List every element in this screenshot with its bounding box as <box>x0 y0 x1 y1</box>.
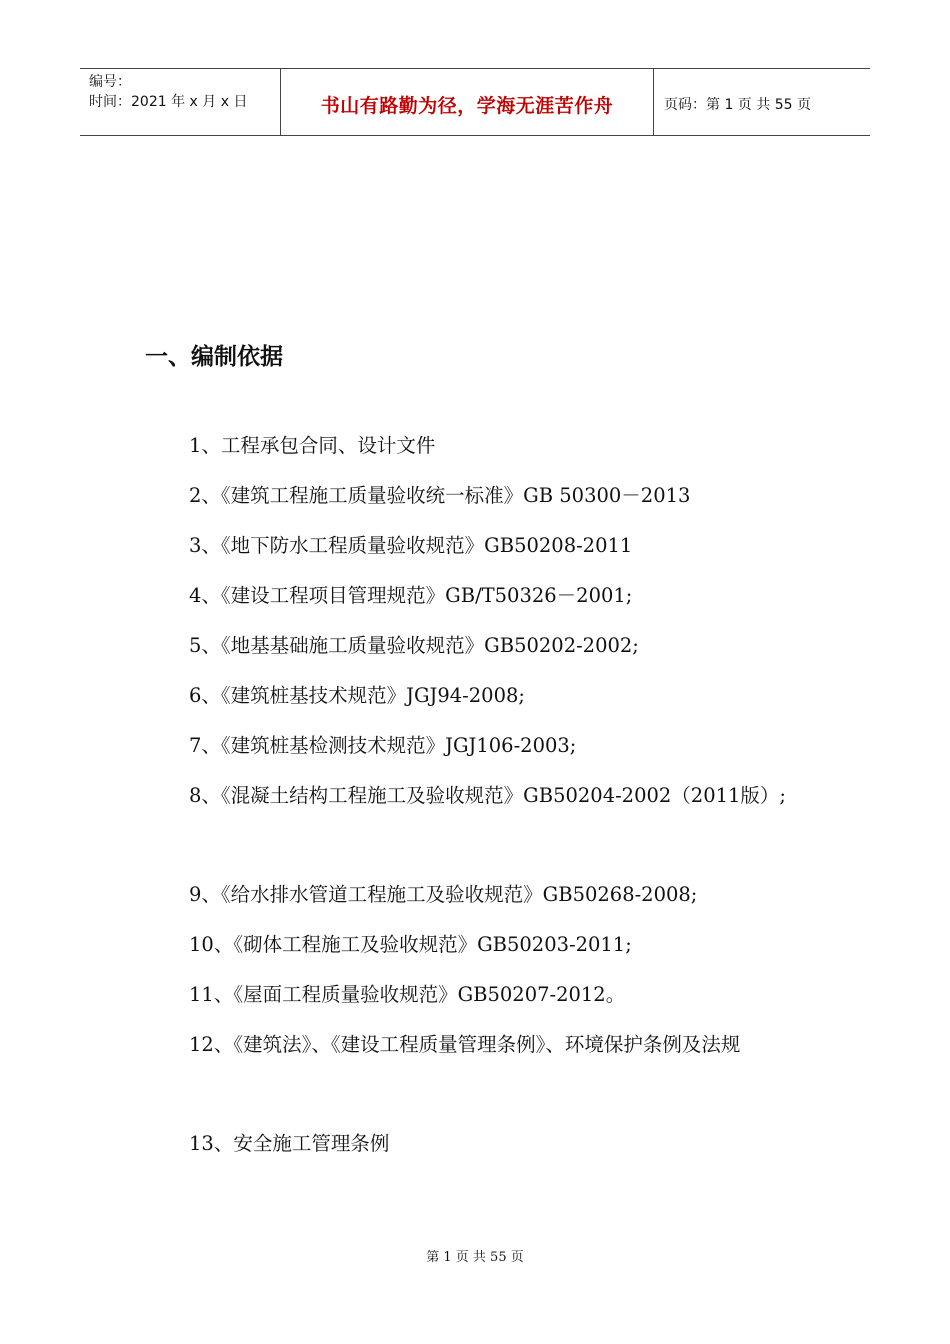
header-motto-cell <box>281 69 654 135</box>
page-header <box>80 68 870 136</box>
list-item: 2、《建筑工程施工质量验收统一标准》GB 50300－2013 <box>189 484 691 507</box>
list-item: 6、《建筑桩基技术规范》JGJ94-2008; <box>189 684 525 707</box>
number-label: 编号： <box>89 74 131 90</box>
list-item: 9、《给水排水管道工程施工及验收规范》GB50268-2008; <box>189 883 698 906</box>
list-item: 13、安全施工管理条例 <box>189 1132 390 1155</box>
list-item: 10、《砌体工程施工及验收规范》GB50203-2011; <box>189 933 632 956</box>
list-item: 7、《建筑桩基检测技术规范》JGJ106-2003; <box>189 734 577 757</box>
list-item: 1、工程承包合同、设计文件 <box>189 434 436 457</box>
time-label: 时间：2021 年 x 月 x 日 <box>89 94 248 110</box>
list-item: 4、《建设工程项目管理规范》GB/T50326－2001; <box>189 584 633 607</box>
page-footer: 第 1 页 共 55 页 <box>426 1250 524 1265</box>
list-item: 5、《地基基础施工质量验收规范》GB50202-2002; <box>189 634 639 657</box>
page-info: 页码：第 1 页 共 55 页 <box>664 97 811 113</box>
list-item: 11、《屋面工程质量验收规范》GB50207-2012。 <box>189 983 626 1006</box>
list-item: 12、《建筑法》、《建设工程质量管理条例》、环境保护条例及法规 <box>189 1033 741 1056</box>
motto-text: 书山有路勤为径，学海无涯苦作舟 <box>320 94 614 117</box>
section-heading: 一、编制依据 <box>145 344 283 370</box>
header-meta-cell <box>80 69 281 135</box>
list-item: 3、《地下防水工程质量验收规范》GB50208-2011 <box>189 534 633 557</box>
header-page-cell <box>654 71 870 137</box>
list-item: 8、《混凝土结构工程施工及验收规范》GB50204-2002（2011版）; <box>189 784 787 807</box>
